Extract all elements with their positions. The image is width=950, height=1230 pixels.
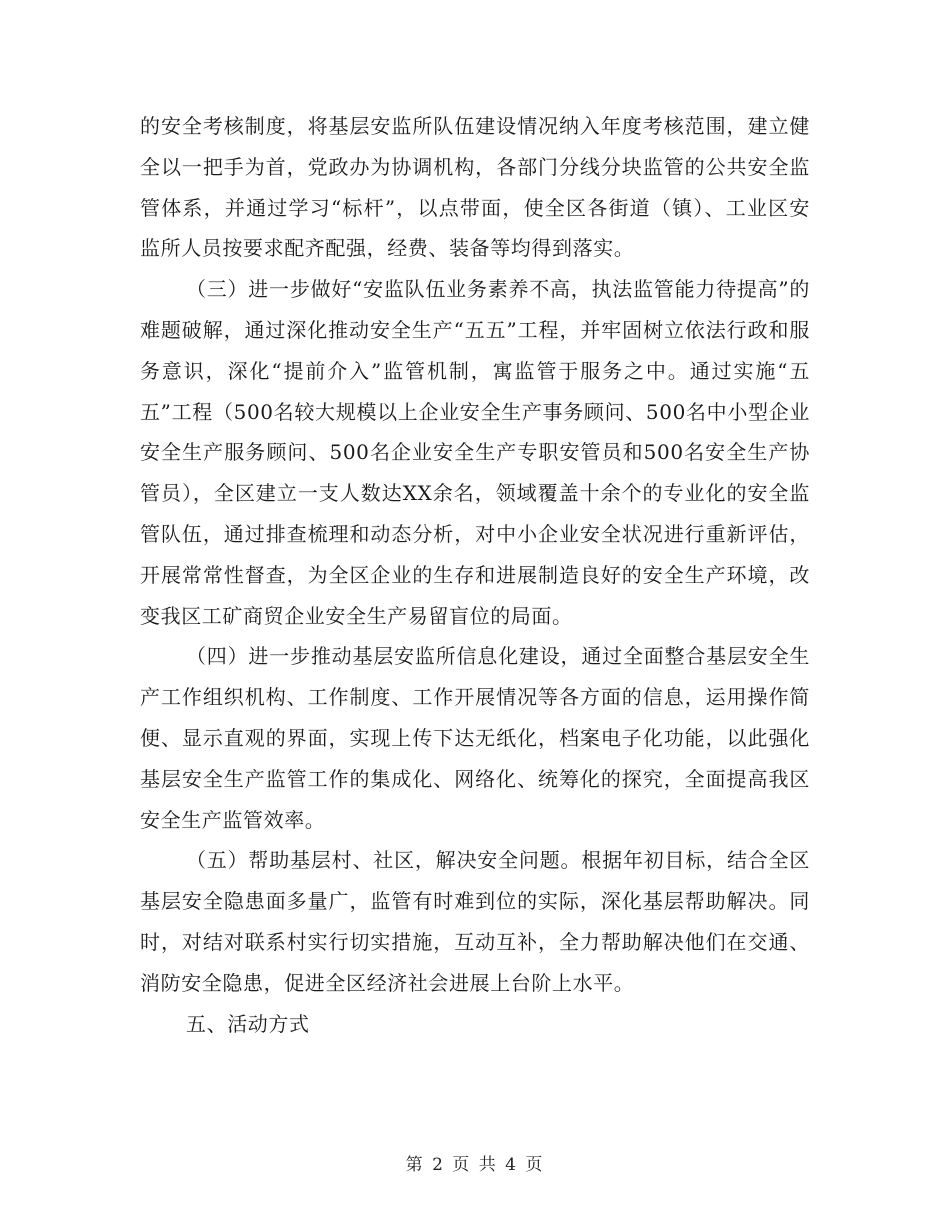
page-number: 第 2 页 共 4 页	[405, 1155, 545, 1175]
paragraph-item-three: （三）进一步做好“安监队伍业务素养不高，执法监管能力待提高”的难题破解，通过深化推动安全生产“五五”工程，并牢固树立依法行政和服务意识，深化“提前介入”监管机制，寓监管于服务之中。通过实施“五五”工程（500名较大规模以上企业安全生产事务顾问、500名中小型企业安全生产服务顾问、500名企业安全生产专职安管员和500名安全生产协管员），全区建立一支人数达XX余名，领域覆盖十余个的专业化的安全监管队伍，通过排查梳理和动态分析，对中小企业安全状况进行重新评估，开展常常性督查，为全区企业的生存和进展制造良好的安全生产环境，改变我区工矿商贸企业安全生产易留盲位的局面。	[140, 277, 810, 628]
paragraph-item-four: （四）进一步推动基层安监所信息化建设，通过全面整合基层安全生产工作组织机构、工作制度、工作开展情况等各方面的信息，运用操作简便、显示直观的界面，实现上传下达无纸化，档案电子化功能，以此强化基层安全生产监管工作的集成化、网络化、统筹化的探究，全面提高我区安全生产监管效率。	[140, 644, 810, 832]
paragraph-item-five: （五）帮助基层村、社区，解决安全问题。根据年初目标，结合全区基层安全隐患面多量广，监管有时难到位的实际，深化基层帮助解决。同时，对结对联系村实行切实措施，互动互补，全力帮助解决他们在交通、消防安全隐患，促进全区经济社会进展上台阶上水平。	[140, 848, 810, 995]
paragraph-continuation: 的安全考核制度，将基层安监所队伍建设情况纳入年度考核范围，建立健全以一把手为首，党政办为协调机构，各部门分线分块监管的公共安全监管体系，并通过学习“标杆”，以点带面，使全区各街道（镇）、工业区安监所人员按要求配齐配强，经费、装备等均得到落实。	[140, 114, 810, 261]
section-heading: 五、活动方式	[186, 1011, 310, 1036]
document-body	[140, 106, 810, 1044]
page-footer	[0, 1150, 950, 1175]
